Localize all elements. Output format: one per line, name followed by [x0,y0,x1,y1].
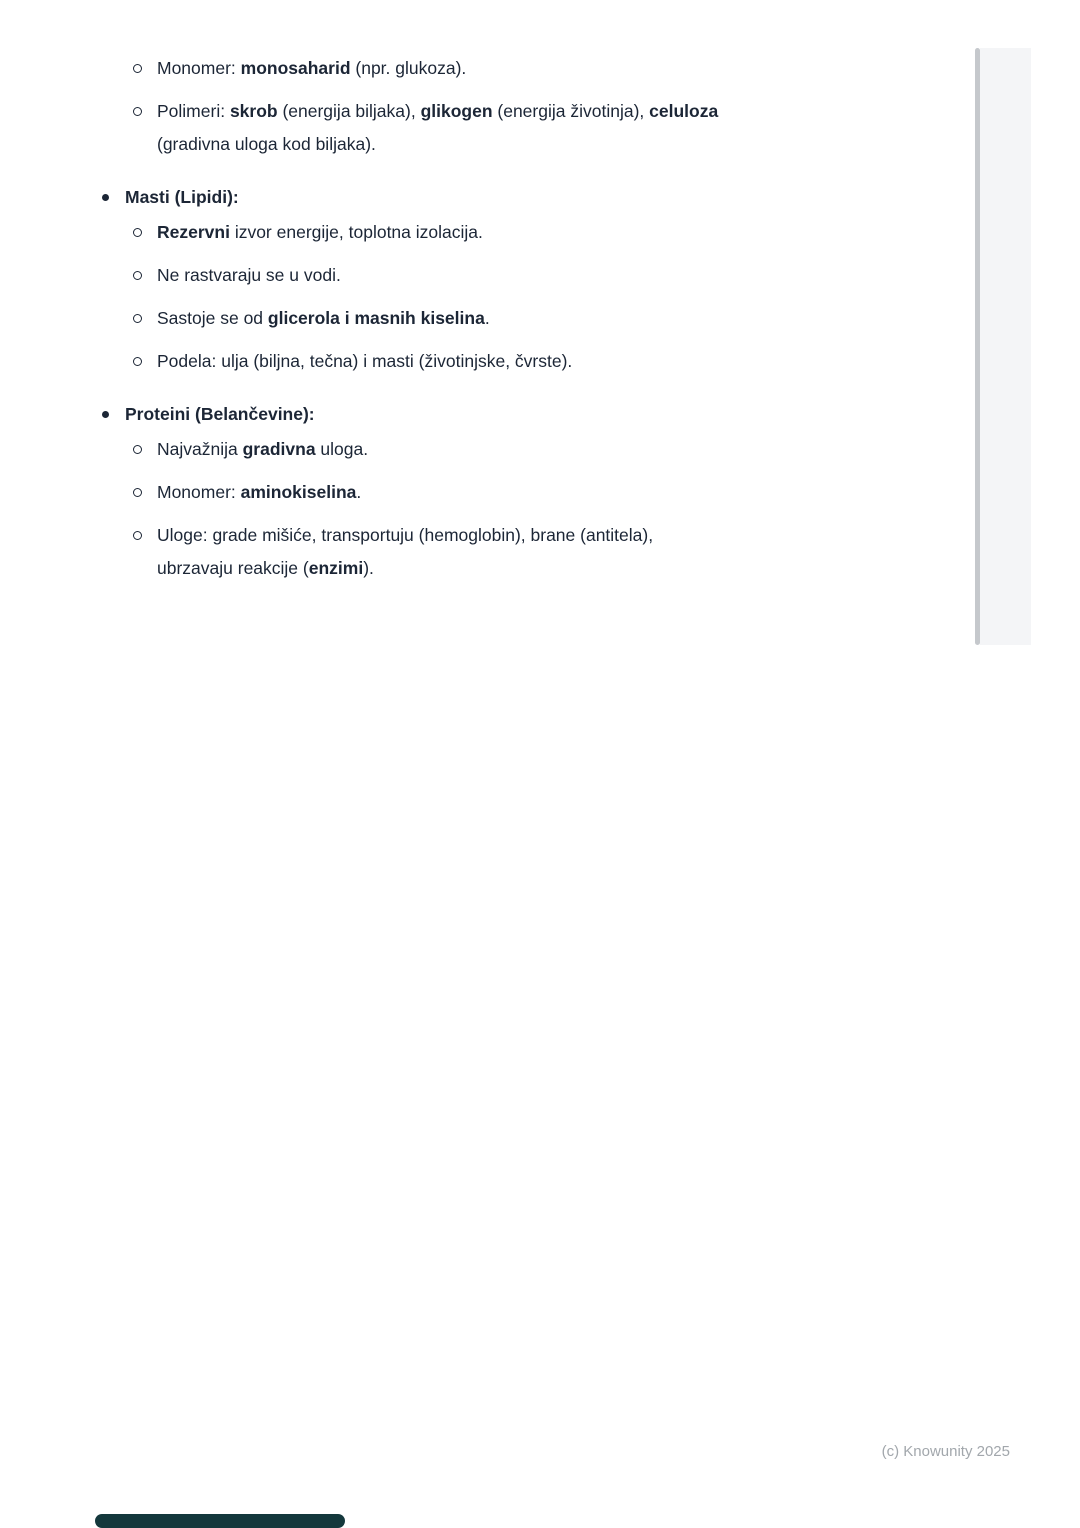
text-run: monosaharid [240,58,351,78]
list-item [0,476,1080,509]
scrollbar [975,48,1031,645]
circle-bullet-icon [133,357,142,366]
text-run: skrob [229,101,278,121]
text-run: Monomer: [157,58,241,78]
text-line [157,128,1080,161]
circle-bullet-icon [133,228,142,237]
text-run: glicerola i masnih kiselina [267,308,485,328]
text-line [157,433,1080,466]
text-line [157,259,1080,292]
list-item [0,259,1080,292]
list-item-text [0,476,1080,509]
text-run: celuloza [649,101,719,121]
text-run: Uloge: grade mišiće, transportuju (hemoglobin), brane (antitela), [157,525,654,545]
text-run: . [356,482,362,502]
text-run: (energija biljaka), [277,101,421,121]
text-run: izvor energije, toplotna izolacija. [229,222,483,242]
section-heading [0,181,1080,214]
text-run: (gradivna uloga kod biljaka). [157,134,376,154]
copyright-text: (c) Knowunity 2025 [881,1443,1010,1460]
text-run: ). [363,558,374,578]
text-run: (energija životinja), [492,101,650,121]
text-run: Sastoje se od [157,308,268,328]
circle-bullet-icon [133,445,142,454]
list-item [0,345,1080,378]
text-run: Ne rastvaraju se u vodi. [157,265,341,285]
list-item-text [0,95,1080,161]
list-item-text [0,302,1080,335]
text-run: glikogen [420,101,493,121]
list-item [0,302,1080,335]
list-item [0,95,1080,161]
text-run: . [484,308,490,328]
section-heading [0,398,1080,431]
text-line [157,95,1080,128]
circle-bullet-icon [133,64,142,73]
list-item-text [0,259,1080,292]
text-run: aminokiselina [240,482,357,502]
text-run: gradivna [242,439,316,459]
list-item [0,519,1080,585]
text-run: Monomer: [157,482,241,502]
circle-bullet-icon [133,107,142,116]
text-run: uloga. [315,439,369,459]
text-run: ubrzavaju reakcije ( [157,558,309,578]
dot-bullet-icon [102,194,109,201]
scrollbar-track [980,48,1031,645]
text-run: Polimeri: [157,101,230,121]
list-item-text [0,433,1080,466]
list-item-text [0,52,1080,85]
list-item-text [0,345,1080,378]
list-item-text [0,519,1080,585]
circle-bullet-icon [133,488,142,497]
section-title: Proteini (Belančevine): [125,404,315,424]
text-line [157,476,1080,509]
section-title: Masti (Lipidi): [125,187,239,207]
list-item [0,433,1080,466]
brand-bar [95,1514,345,1528]
text-run: Najvažnija [157,439,243,459]
text-line [157,52,1080,85]
text-line [157,216,1080,249]
list-item [0,52,1080,85]
text-run: Podela: ulja (biljna, tečna) i masti (životinjske, čvrste). [157,351,573,371]
text-run: (npr. glukoza). [350,58,467,78]
list-item [0,216,1080,249]
circle-bullet-icon [133,531,142,540]
text-line [157,302,1080,335]
notes-list [0,52,1080,585]
text-run: enzimi [308,558,364,578]
dot-bullet-icon [102,411,109,418]
list-item-text [0,216,1080,249]
text-line [157,519,1080,552]
text-line [157,345,1080,378]
circle-bullet-icon [133,314,142,323]
circle-bullet-icon [133,271,142,280]
text-run: Rezervni [157,222,230,242]
text-line [157,552,1080,585]
